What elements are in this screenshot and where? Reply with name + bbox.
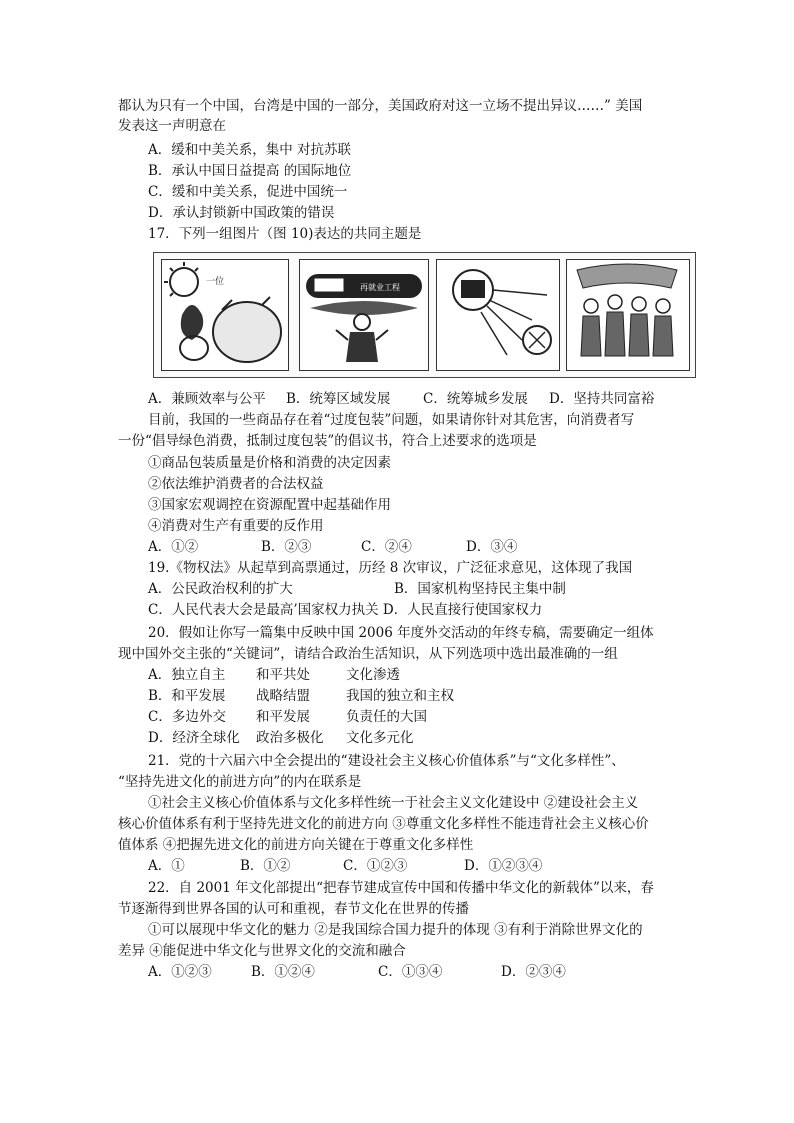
- panel-1-sign: 一位: [206, 277, 225, 287]
- cartoon-panel-4: [566, 259, 690, 371]
- q17-option-c: C．统筹城乡发展: [423, 391, 528, 407]
- q18-item-3: ③国家宏观调控在资源配置中起基础作用: [148, 497, 391, 513]
- q20-d-1: D．经济全球化: [148, 730, 240, 746]
- q20-b-1: B．和平发展: [148, 688, 226, 704]
- q18-stem-line2: 一份“倡导绿色消费，抵制过度包装”的倡议书，符合上述要求的选项是: [118, 433, 537, 449]
- q21-body-line2: 核心价值体系有利于坚持先进文化的前进方向 ③尊重文化多样性不能违背社会主义核心价: [118, 816, 649, 832]
- q20-stem-line2: 现中国外交主张的“关键词”，请结合政治生活知识，从下列选项中选出最准确的一组: [118, 646, 618, 662]
- q16-option-a: A．缓和中美关系，集中 对抗苏联: [148, 142, 352, 158]
- q18-item-2: ②依法维护消费者的合法权益: [148, 476, 324, 492]
- q20-b-2: 战略结盟: [256, 688, 310, 704]
- q20-c-3: 负责任的大国: [346, 709, 427, 725]
- q22-option-a: A．①②③: [148, 964, 212, 980]
- q20-a-2: 和平共处: [256, 667, 310, 683]
- q20-d-2: 政治多极化: [256, 730, 324, 746]
- q22-body-line2: 差异 ④能促进中华文化与世界文化的交流和融合: [118, 943, 406, 959]
- q19-option-a: A．公民政治权利的扩大: [148, 581, 293, 597]
- q22-body-line1: ①可以展现中华文化的魅力 ②是我国综合国力提升的体现 ③有利于消除世界文化的: [148, 922, 643, 938]
- q17-option-b: B．统筹区域发展: [286, 391, 391, 407]
- q21-option-b: B．①②: [240, 858, 291, 874]
- q18-option-d: D．③④: [466, 539, 518, 555]
- q16-option-d: D．承认封锁新中国政策的错误: [148, 205, 335, 221]
- q16-stem-line1: 都认为只有一个中国，台湾是中国的一部分，美国政府对这一立场不提出异议……” 美国: [118, 98, 643, 114]
- q22-option-d: D．②③④: [501, 964, 566, 980]
- q18-option-b: B．②③: [261, 539, 312, 555]
- q21-option-a: A．①: [148, 858, 185, 874]
- q18-stem-line1: 目前，我国的一些商品存在着“过度包装”问题，如果请你针对其危害，向消费者写: [148, 412, 635, 428]
- q18-item-1: ①商品包装质量是价格和消费的决定因素: [148, 455, 391, 471]
- q19-stem: 19.《物权法》从起草到高票通过，历经 8 次审议，广泛征求意见，这体现了我国: [148, 560, 633, 576]
- q22-option-c: C．①③④: [378, 964, 443, 980]
- q17-option-d: D．坚持共同富裕: [549, 391, 655, 407]
- q22-option-b: B．①②④: [251, 964, 315, 980]
- q17-stem: 17．下列一组图片（图 10)表达的共同主题是: [148, 226, 422, 242]
- panel-2-sign: 再就业工程: [360, 283, 400, 292]
- q18-item-4: ④消费对生产有重要的反作用: [148, 518, 324, 534]
- cartoon-panel-1: [161, 259, 289, 371]
- q20-d-3: 文化多元化: [346, 730, 414, 746]
- q16-option-b: B．承认中国日益提高 的国际地位: [148, 163, 352, 179]
- q18-option-c: C．②④: [361, 539, 412, 555]
- cartoon-panel-2: [299, 259, 429, 371]
- q21-option-c: C．①②③: [343, 858, 408, 874]
- q16-option-c: C．缓和中美关系，促进中国统一: [148, 184, 348, 200]
- q21-body-line1: ①社会主义核心价值体系与文化多样性统一于社会主义文化建设中 ②建设社会主义: [148, 795, 639, 811]
- q20-b-3: 我国的独立和主权: [346, 688, 454, 704]
- q16-stem-line2: 发表这一声明意在: [118, 118, 226, 134]
- q22-stem-line2: 节逐渐得到世界各国的认可和重视，春节文化在世界的传播: [118, 901, 469, 917]
- q22-stem-line1: 22．自 2001 年文化部提出“把春节建成宣传中国和传播中华文化的新载体”以来，春: [148, 880, 654, 896]
- q20-a-1: A．独立自主: [148, 667, 226, 683]
- q19-option-b: B．国家机构坚持民主集中制: [394, 581, 566, 597]
- q21-body-line3: 值体系 ④把握先进文化的前进方向关键在于尊重文化多样性: [118, 837, 474, 853]
- q18-option-a: A．①②: [148, 539, 199, 555]
- q20-c-2: 和平发展: [256, 709, 310, 725]
- q17-option-a: A．兼顾效率与公平: [148, 391, 266, 407]
- q19-options-cd: C．人民代表大会是最高’国家权力执关 D．人民直接行使国家权力: [148, 602, 543, 618]
- q21-stem-line2: “坚持先进文化的前进方向”的内在联系是: [118, 774, 362, 790]
- cartoon-panel-3: [436, 259, 560, 371]
- q20-a-3: 文化渗透: [346, 667, 400, 683]
- q20-c-1: C．多边外交: [148, 709, 226, 725]
- figure-10-cartoons: [153, 252, 696, 378]
- q20-stem-line1: 20．假如让你写一篇集中反映中国 2006 年度外交活动的年终专稿，需要确定一组体: [148, 625, 654, 641]
- q21-stem-line1: 21．党的十六届六中全会提出的“建设社会主义核心价值体系”与“文化多样性”、: [148, 753, 625, 769]
- q21-option-d: D．①②③④: [464, 858, 543, 874]
